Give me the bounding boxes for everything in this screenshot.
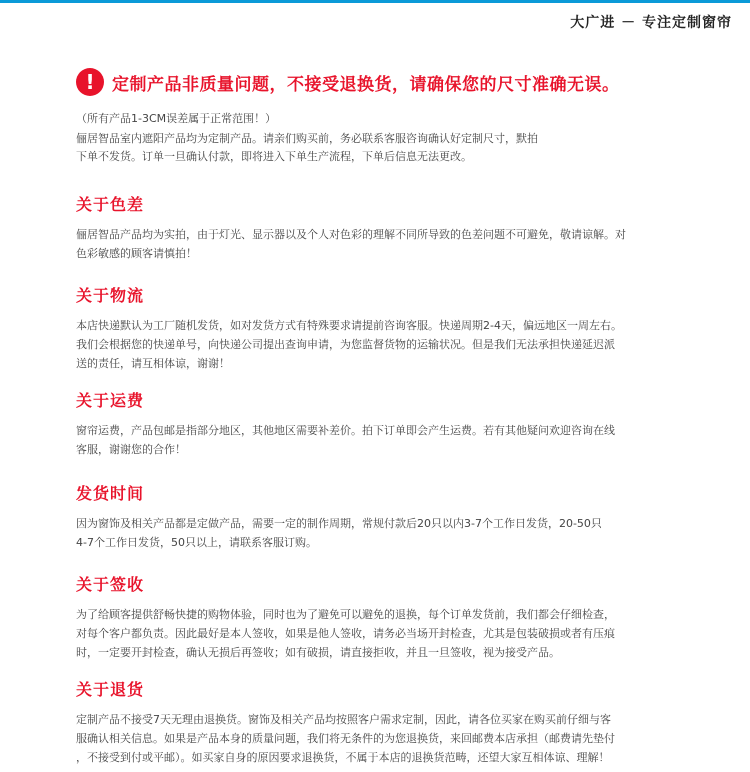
section-title: 关于物流 bbox=[76, 286, 145, 305]
section-line: 定制产品不接受7天无理由退换货。窗饰及相关产品均按照客户需求定制，因此，请各位买家在购买前仔细与客 bbox=[76, 713, 611, 726]
section-line: 服确认相关信息。如果是产品本身的质量问题，我们将无条件的为您退换货，来回邮费本店承担（邮费请先垫付 bbox=[76, 732, 615, 745]
section-title: 关于签收 bbox=[76, 575, 145, 594]
section-title: 关于色差 bbox=[76, 195, 145, 214]
section-body bbox=[76, 605, 676, 662]
section-line: 时，一定要开封检查，确认无损后再签收；如有破损，请直接拒收，并且一旦签收，视为接受产品。 bbox=[76, 646, 560, 659]
notice-body bbox=[76, 130, 606, 166]
section-line: 因为窗饰及相关产品都是定做产品，需要一定的制作周期，常规付款后20只以内3-7个工作日发货，20-50只 bbox=[76, 517, 602, 530]
section-line: 送的责任，请互相体谅，谢谢！ bbox=[76, 357, 230, 370]
notice-title: 定制产品非质量问题，不接受退换货，请确保您的尺寸准确无误。 bbox=[112, 75, 620, 95]
section-title: 关于运费 bbox=[76, 391, 145, 410]
notice-line: 下单不发货。订单一旦确认付款，即将进入下单生产流程，下单后信息无法更改。 bbox=[76, 150, 472, 163]
section-delivery-time bbox=[76, 481, 676, 552]
brand-slogan: 大广进 － 专注定制窗帘 bbox=[570, 15, 732, 31]
section-line: ，不接受到付或平邮）。如买家自身的原因要求退换货，不属于本店的退换货范畴，还望大家互相体谅、理解！ bbox=[76, 751, 610, 764]
section-line: 俪居智品产品均为实拍，由于灯光、显示器以及个人对色彩的理解不同所导致的色差问题不可避免，敬请谅解。对 bbox=[76, 228, 626, 241]
section-body bbox=[76, 421, 676, 459]
section-body bbox=[76, 514, 676, 552]
section-shipping-fee bbox=[76, 388, 676, 459]
section-logistics bbox=[76, 283, 676, 373]
section-line: 4-7个工作日发货，50只以上，请联系客服订购。 bbox=[76, 536, 317, 549]
section-title: 发货时间 bbox=[76, 484, 145, 503]
section-body bbox=[76, 225, 676, 263]
section-line: 客服，谢谢您的合作！ bbox=[76, 443, 186, 456]
exclamation-icon: ! bbox=[76, 68, 104, 96]
notice-line: 俪居智品室内遮阳产品均为定制产品。请亲们购买前，务必联系客服咨询确认好定制尺寸，默拍 bbox=[76, 132, 538, 145]
notice-subtitle: （所有产品1-3CM误差属于正常范围！） bbox=[76, 112, 277, 125]
section-title: 关于退货 bbox=[76, 680, 145, 699]
section-line: 我们会根据您的快递单号，向快递公司提出查询申请，为您监督货物的运输状况。但是我们无法承担快递延迟派 bbox=[76, 338, 615, 351]
section-line: 对每个客户都负责。因此最好是本人签收，如果是他人签收，请务必当场开封检查，尤其是包装破损或者有压痕 bbox=[76, 627, 615, 640]
section-color-difference bbox=[76, 192, 676, 263]
section-line: 本店快递默认为工厂随机发货，如对发货方式有特殊要求请提前咨询客服。快递周期2-4天，偏远地区一周左右。 bbox=[76, 319, 622, 332]
section-returns bbox=[76, 677, 676, 767]
top-accent-bar bbox=[0, 0, 750, 3]
section-line: 窗帘运费，产品包邮是指部分地区，其他地区需要补差价。拍下订单即会产生运费。若有其他疑问欢迎咨询在线 bbox=[76, 424, 615, 437]
section-signing bbox=[76, 572, 676, 662]
section-line: 色彩敏感的顾客请慎拍！ bbox=[76, 247, 197, 260]
section-body bbox=[76, 316, 676, 373]
section-line: 为了给顾客提供舒畅快捷的购物体验，同时也为了避免可以避免的退换，每个订单发货前，我们都会仔细检查， bbox=[76, 608, 615, 621]
section-body bbox=[76, 710, 676, 767]
